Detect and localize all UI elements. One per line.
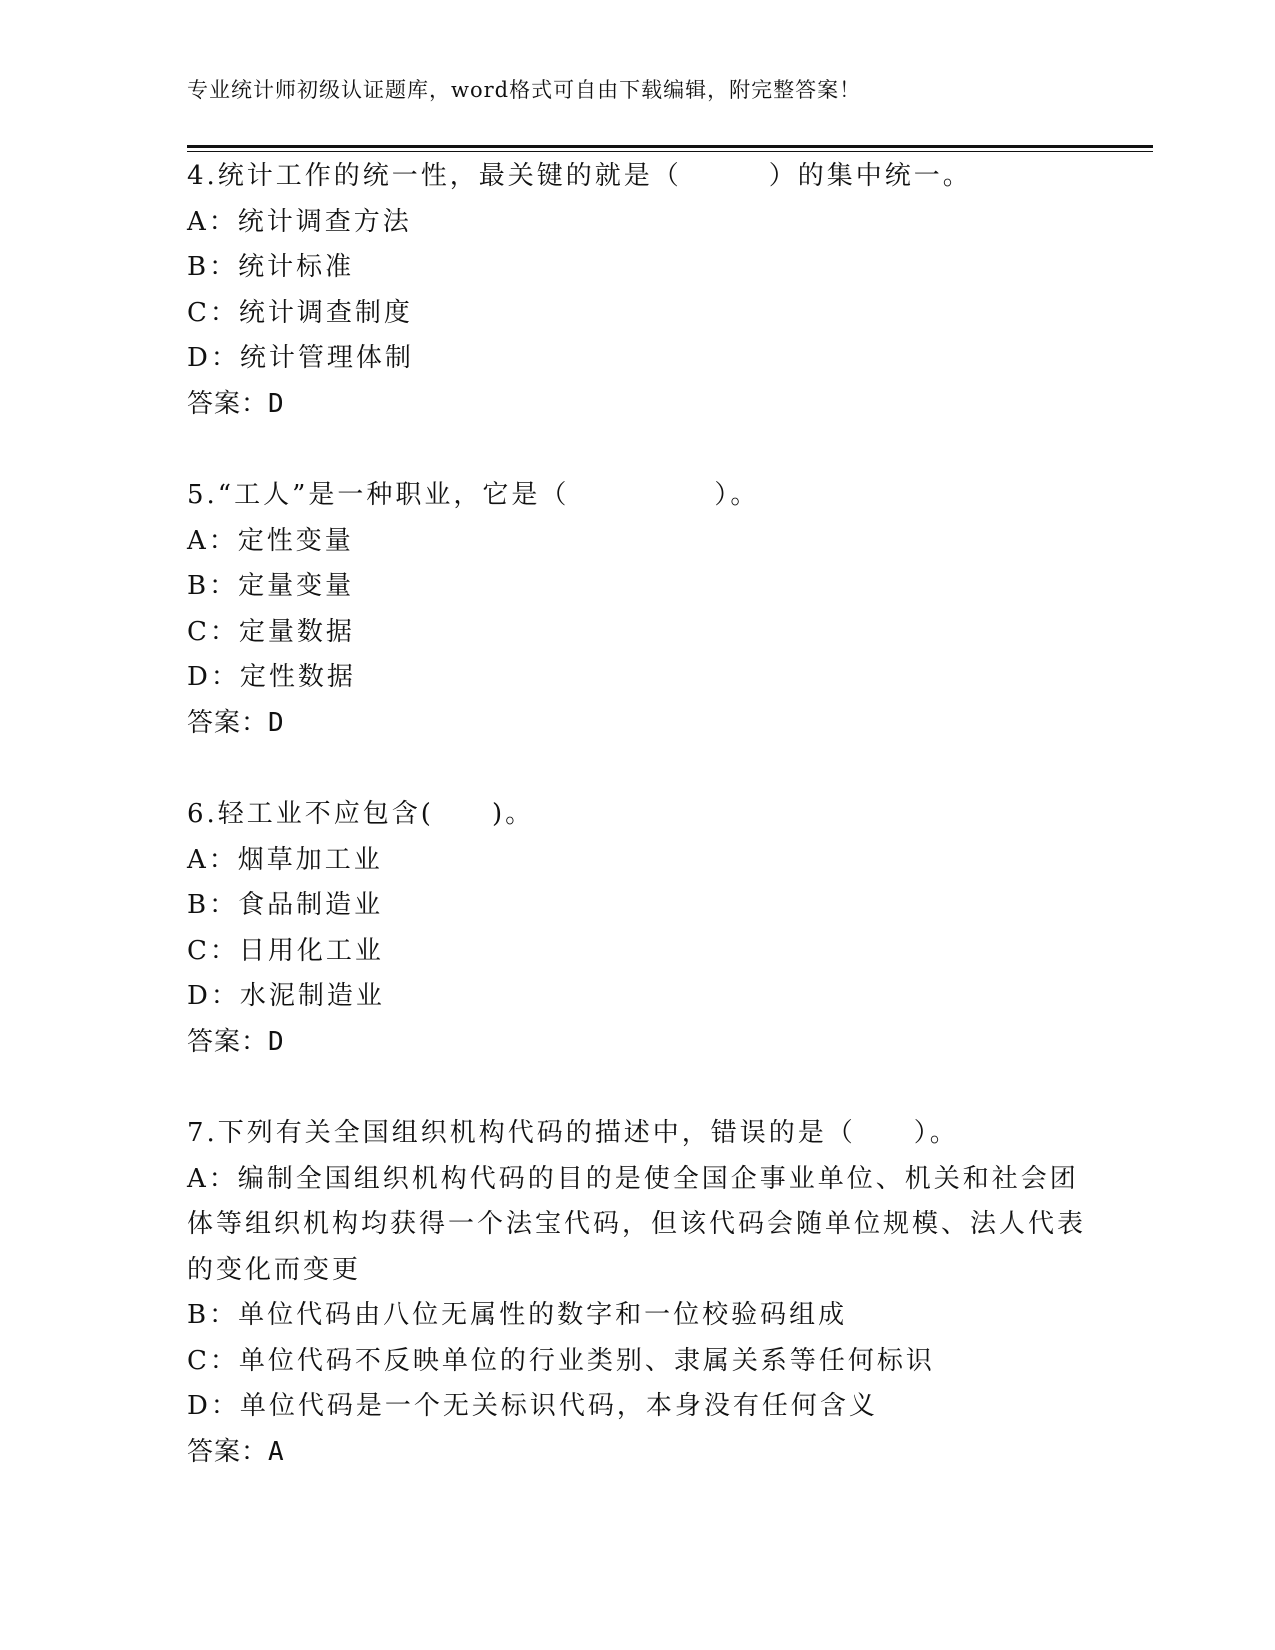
- option-a: A：编制全国组织机构代码的目的是使全国企事业单位、机关和社会团体等组织机构均获得一个法宝代码，但该代码会随单位规模、法人代表的变化而变更: [187, 1163, 1087, 1285]
- question-7: [187, 1111, 1087, 1475]
- option-b: B：单位代码由八位无属性的数字和一位校验码组成: [187, 1300, 848, 1330]
- header-rule-thick: [187, 145, 1153, 148]
- option-d: D：水泥制造业: [187, 981, 385, 1011]
- option-a: A：烟草加工业: [187, 844, 383, 875]
- answer-line: [187, 701, 1087, 747]
- answer-label: 答案：: [187, 1026, 269, 1057]
- option-b: B：食品制造业: [187, 890, 384, 920]
- answer-value: D: [268, 707, 285, 738]
- answer-line: [187, 382, 1087, 428]
- option-c: C：单位代码不反映单位的行业类别、隶属关系等任何标识: [187, 1345, 935, 1376]
- question-4: [187, 154, 1087, 427]
- option-b: B：统计标准: [187, 252, 355, 282]
- option-c: C：统计调查制度: [187, 297, 413, 328]
- page-header: 专业统计师初级认证题库，word格式可自由下载编辑，附完整答案！: [187, 78, 862, 102]
- answer-label: 答案：: [187, 707, 269, 738]
- question-5: [187, 473, 1087, 746]
- option-b: B：定量变量: [187, 571, 355, 601]
- answer-line: [187, 1430, 1087, 1476]
- answer-label: 答案：: [187, 1436, 269, 1467]
- answer-value: D: [268, 388, 285, 419]
- option-d: D：定性数据: [187, 662, 356, 692]
- answer-label: 答案：: [187, 388, 269, 419]
- question-stem: 7.下列有关全国组织机构代码的描述中，错误的是（ ）。: [187, 1118, 959, 1148]
- answer-value: D: [268, 1026, 285, 1057]
- option-a: A：定性变量: [187, 525, 354, 556]
- answer-value: A: [268, 1436, 285, 1467]
- header-rule-thin: [187, 151, 1153, 152]
- option-c: C：定量数据: [187, 616, 355, 647]
- option-d: D：单位代码是一个无关标识代码，本身没有任何含义: [187, 1391, 878, 1421]
- question-stem: 5.“工人”是一种职业，它是（ ）。: [187, 480, 760, 510]
- answer-line: [187, 1020, 1087, 1066]
- option-a: A：统计调查方法: [187, 206, 412, 237]
- option-c: C：日用化工业: [187, 935, 384, 966]
- question-list: [187, 154, 1087, 1521]
- question-stem: 6.轻工业不应包含( )。: [187, 799, 535, 829]
- question-stem: 4.统计工作的统一性，最关键的就是（ ）的集中统一。: [187, 161, 972, 191]
- option-d: D：统计管理体制: [187, 343, 414, 373]
- question-6: [187, 792, 1087, 1065]
